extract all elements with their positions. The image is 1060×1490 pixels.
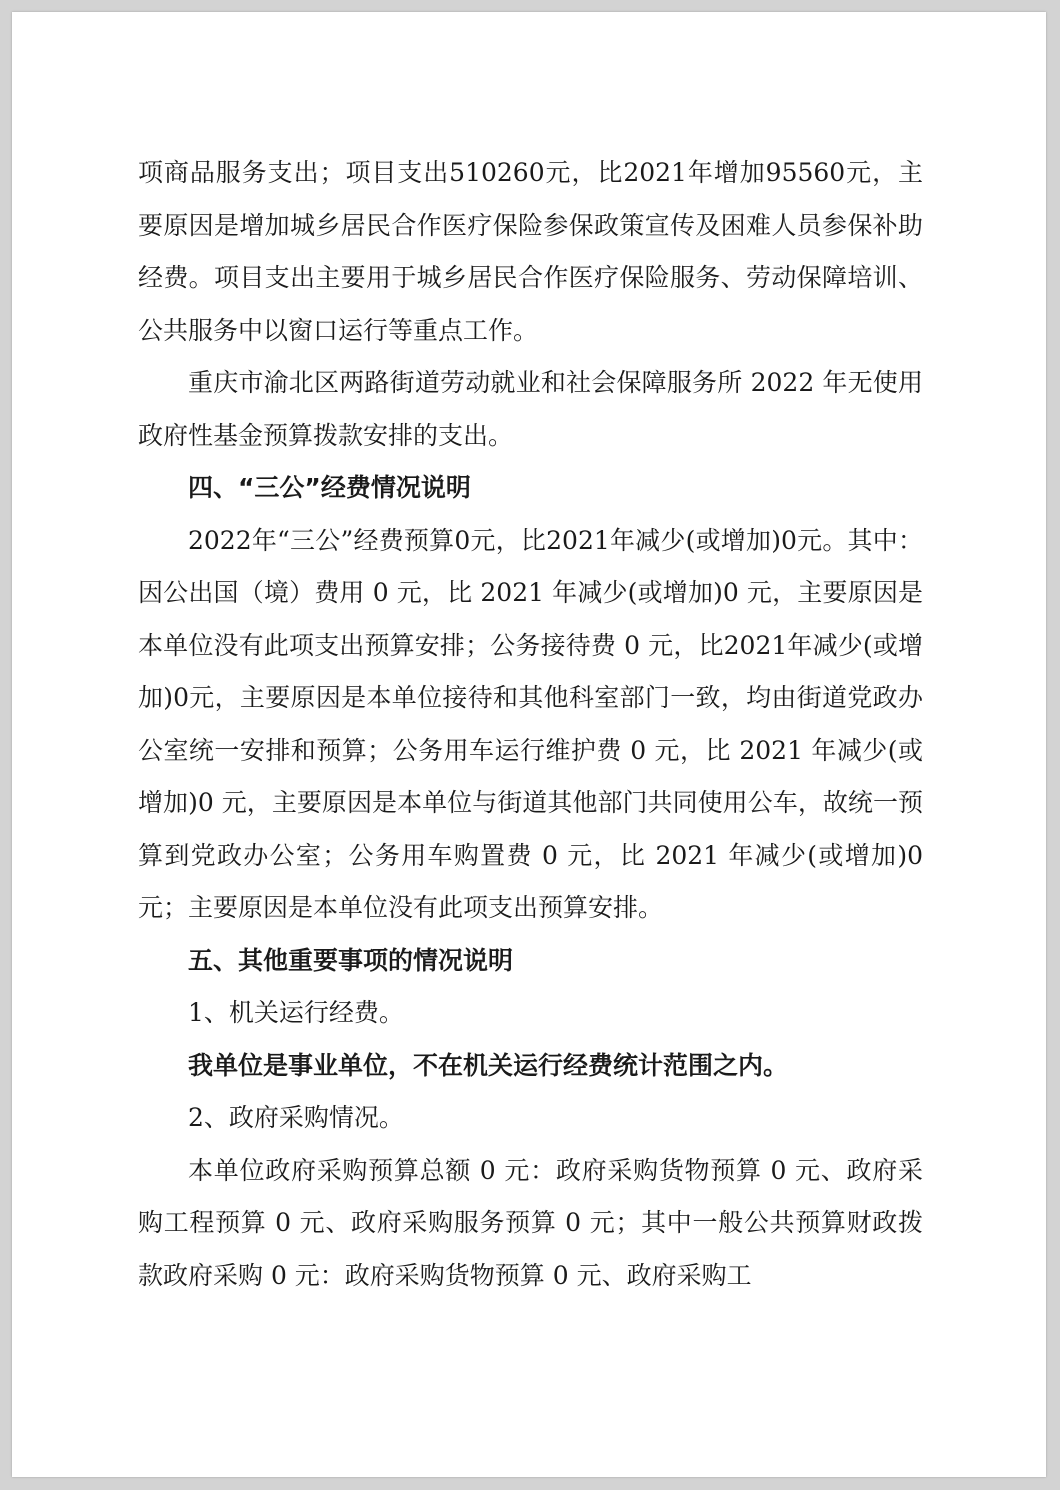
document-body xyxy=(138,147,923,1302)
section-heading-three-public: 四、“三公”经费情况说明 xyxy=(188,473,471,502)
paragraph-government-fund: 重庆市渝北区两路街道劳动就业和社会保障服务所 2022 年无使用政府性基金预算拨款安排的支出。 xyxy=(138,368,923,450)
paragraph-three-public-details: 2022年“三公”经费预算0元，比2021年减少(或增加)0元。其中：因公出国（境）费用 0 元，比 2021 年减少(或增加)0 元，主要原因是本单位没有此项支出预算安排；公务接待费 0 元，比2021年减少(或增加)0元，主要原因是本单位接待和其他科室部门一致，均由街道党政办公室统一安排和预算；公务用车运行维护费 0 元，比 2021 年减少(或增加)0 元，主要原因是本单位与街道其他部门共同使用公车，故统一预算到党政办公室；公务用车购置费 0 元，比 2021 年减少(或增加)0 元；主要原因是本单位没有此项支出预算安排。 xyxy=(138,525,923,922)
document-page xyxy=(12,12,1046,1477)
paragraph-project-expenditure: 项商品服务支出；项目支出510260元，比2021年增加95560元，主要原因是增加城乡居民合作医疗保险参保政策宣传及困难人员参保补助经费。项目支出主要用于城乡居民合作医疗保险服务、劳动保障培训、公共服务中以窗口运行等重点工作。 xyxy=(138,158,923,345)
subheading-operating-expenses: 1、机关运行经费。 xyxy=(188,998,404,1027)
subheading-government-procurement: 2、政府采购情况。 xyxy=(188,1103,404,1132)
paragraph-procurement-details: 本单位政府采购预算总额 0 元：政府采购货物预算 0 元、政府采购工程预算 0 元、政府采购服务预算 0 元；其中一般公共预算财政拨款政府采购 0 元：政府采购货物预算 0 元、政府采购工 xyxy=(138,1155,923,1290)
paragraph-operating-expenses-note: 我单位是事业单位，不在机关运行经费统计范围之内。 xyxy=(188,1050,789,1080)
section-heading-other-matters: 五、其他重要事项的情况说明 xyxy=(188,945,514,975)
